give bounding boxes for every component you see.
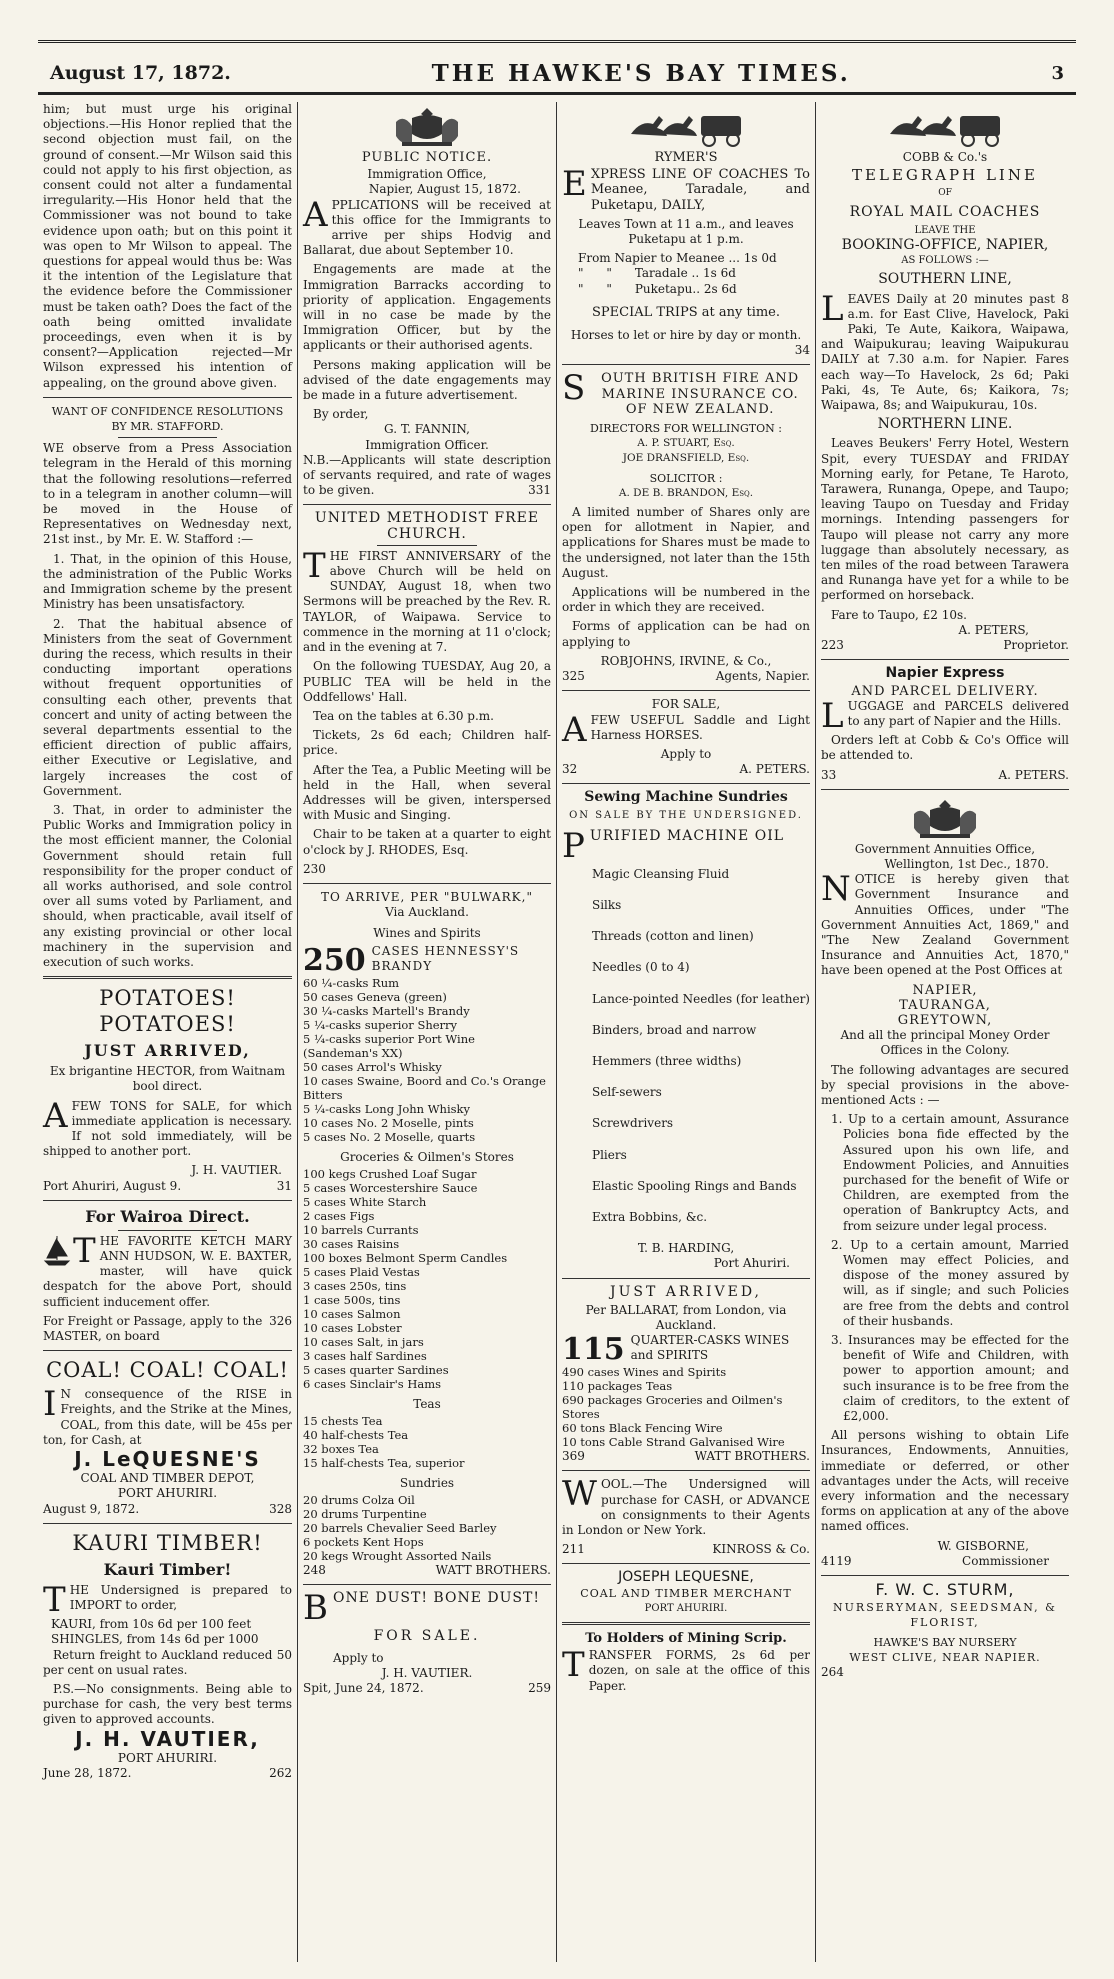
cobb-title: COBB & Co.'s	[902, 150, 988, 164]
ja-per: Per BALLARAT, from London, via Auckland.	[585, 1302, 787, 1332]
potatoes-signature: J. H. VAUTIER.	[191, 1163, 282, 1178]
list-item: 5 ¼-casks superior Port Wine (Sandeman's XX)	[303, 1031, 475, 1060]
list-item: Magic Cleansing Fluid	[592, 866, 730, 881]
coal-place: PORT AHURIRI.	[117, 1486, 218, 1501]
cobb-signature: A. PETERS,	[958, 622, 1029, 637]
list-item: 5 ¼-casks superior Sherry	[303, 1017, 458, 1032]
rymer-leaves: Leaves Town at 11 a.m., and leaves Puketapu at 1 p.m.	[578, 216, 794, 247]
sb-signature: ROBJOHNS, IRVINE, & Co.,	[600, 653, 772, 668]
list-item: 100 kegs Crushed Loaf Sugar	[303, 1166, 477, 1181]
coal-title: COAL! COAL! COAL!	[46, 1358, 289, 1383]
fw-place: WEST CLIVE, NEAR NAPIER.	[849, 1650, 1041, 1664]
ga-signature: W. GISBORNE,	[937, 1538, 1029, 1553]
kauri-place: PORT AHURIRI.	[117, 1750, 218, 1765]
ne-title: Napier Express	[885, 665, 1005, 682]
list-item: 20 barrels Chevalier Seed Barley	[303, 1521, 497, 1536]
forsale-title: FOR SALE,	[651, 697, 721, 712]
umf-body-6: Chair to be taken at a quarter to eight o'clock by J. RHODES, Esq.	[303, 827, 551, 857]
pn-nb: N.B.—Applicants will state description of servants required, and rate of wages to be given. 331	[303, 452, 551, 498]
ga-and: And all the principal Money Order Offices in the Colony.	[840, 1028, 1050, 1058]
potatoes-arrived: JUST ARRIVED,	[84, 1041, 251, 1061]
list-item: 2 cases Figs	[303, 1208, 375, 1223]
fw-number: 264	[821, 1665, 844, 1680]
arrive-section-sundries: Sundries	[399, 1475, 455, 1490]
list-item: 5 cases quarter Sardines	[303, 1362, 449, 1377]
list-item: 10 barrels Currants	[303, 1222, 419, 1237]
column-4	[815, 102, 1074, 1962]
list-item: 20 drums Colza Oil	[303, 1493, 415, 1508]
list-item: 3 cases 250s, tins	[303, 1278, 407, 1293]
coach-icon	[880, 104, 1010, 148]
rymer-title: RYMER'S	[654, 150, 718, 165]
ne-body: LUGGAGE and PARCELS delivered to any part of Napier and the Hills.	[821, 695, 1069, 736]
kauri-title: KAURI TIMBER!	[72, 1530, 263, 1555]
list-item: 15 half-chests Tea, superior	[303, 1455, 465, 1470]
column-3	[556, 102, 815, 1962]
wairoa-title: For Wairoa Direct.	[85, 1206, 250, 1226]
list-item: 30 ¼-casks Martell's Brandy	[303, 1003, 470, 1018]
wc-resolution-1: 1. That, in the opinion of this House, the administration of the Public Works and Immigration scheme by the present Ministry has been unsatisfactory.	[43, 551, 292, 612]
umf-title: UNITED METHODIST FREE CHURCH.	[314, 510, 540, 542]
ga-town-2: TAURANGA,	[899, 997, 991, 1013]
list-item: Extra Bobbins, &c.	[592, 1209, 708, 1224]
list-item: 1 case 500s, tins	[303, 1292, 401, 1307]
wc-heading: WANT OF CONFIDENCE RESOLUTIONS BY MR. STAFFORD.	[51, 404, 284, 434]
arrive-groceries-list	[303, 1167, 551, 1391]
newspaper-title: THE HAWKE'S BAY TIMES.	[431, 59, 851, 87]
ne-orders: Orders left at Cobb & Co's Office will be attended to.	[821, 733, 1069, 763]
wairoa-footer: For Freight or Passage, apply to the MASTER, on board 326	[43, 1313, 292, 1344]
list-item: 10 cases No. 2 Moselle, pints	[303, 1115, 474, 1130]
kauri-ps: P.S.—No consignments. Being able to purchase for cash, the very best terms given to approved accounts.	[43, 1682, 292, 1727]
sb-solicitor: SOLICITOR :	[649, 471, 723, 485]
arrive-via: Via Auckland.	[385, 905, 469, 920]
ga-office: Government Annuities Office,	[854, 841, 1036, 856]
rymer-special: SPECIAL TRIPS at any time.	[592, 304, 780, 320]
wc-intro: WE observe from a Press Association telegram in the Herald of this morning that the following resolutions—referred to in a telegram in another column—will be moved in the House of Representatives on Wednesday next, 21st inst., by Mr. E. W. Stafford :—	[43, 441, 292, 547]
sb-body-2: Applications will be numbered in the order in which they are received.	[562, 585, 810, 615]
list-item: Hemmers (three widths)	[592, 1053, 742, 1068]
list-item: 50 cases Arrol's Whisky	[303, 1059, 442, 1074]
list-item: 6 pockets Kent Hops	[303, 1535, 424, 1550]
list-item: 32 boxes Tea	[303, 1441, 379, 1456]
pn-signature: G. T. FANNIN,	[384, 422, 470, 437]
ga-footer: 4119 Commissioner	[821, 1553, 1049, 1568]
ga-town-3: GREYTOWN,	[897, 1012, 993, 1028]
list-item: 5 cases White Starch	[303, 1194, 427, 1209]
list-item: Self-sewers	[592, 1085, 662, 1100]
pn-title: PUBLIC NOTICE.	[361, 150, 493, 165]
potatoes-body: AFEW TONS for SALE, for which immediate application is necessary. If not sold immediately, will be shipped to another port.	[43, 1095, 292, 1159]
masthead	[50, 58, 1064, 88]
pn-body-3: Persons making application will be advised of the date engagements may be made in a future advertisement.	[303, 357, 551, 403]
bone-signature: J. H. VAUTIER.	[381, 1665, 473, 1680]
bone-apply: Apply to	[333, 1650, 384, 1665]
sb-director-1: A. P. STUART, Esq.	[637, 437, 735, 450]
ga-body: NOTICE is hereby given that Government Insurance and Annuities Offices, under "The Government Annuities Act, 1869," and "The New Zealand Government Insurance and Annuities Act, 1870," have been opened at the Post Offices at	[821, 869, 1069, 978]
list-item: 10 cases Swaine, Boord and Co.'s Orange Bitters	[303, 1073, 546, 1102]
ga-town-1: NAPIER,	[912, 982, 978, 998]
coach-icon	[621, 104, 751, 148]
forsale-body: AFEW USEFUL Saddle and Light Harness HORSES.	[562, 709, 810, 750]
list-item: 20 drums Turpentine	[303, 1507, 427, 1522]
cobb-northern-body: Leaves Beukers' Ferry Hotel, Western Spit, every TUESDAY and FRIDAY Morning early, for Petane, Te Haroto, Tarawera, Runanga, Opepe, and Taupo; leaving Taupo on Tuesday and Friday mornings. Intending passengers for Taupo will please not carry any more luggage than absolutely necessary, as ten miles of the road between Tarawera and Runanga have yet for a while to be performed on horseback.	[821, 436, 1069, 603]
list-item: Pliers	[592, 1147, 627, 1162]
list-item: 490 cases Wines and Spirits	[562, 1365, 727, 1380]
bone-sale: FOR SALE.	[373, 1628, 481, 1645]
list-item: Binders, broad and narrow	[592, 1022, 757, 1037]
list-item: 20 kegs Wrought Assorted Nails	[303, 1549, 492, 1564]
cobb-telegraph: TELEGRAPH LINE	[852, 166, 1038, 185]
royal-crest-icon	[900, 796, 990, 840]
list-item: 60 tons Black Fencing Wire	[562, 1421, 723, 1436]
wairoa-body: THE FAVORITE KETCH MARY ANN HUDSON, W. E. BAXTER, master, will have quick despatch for the above Port, should sufficient inducement offer.	[43, 1230, 292, 1309]
sb-solicitor-1: A. DE B. BRANDON, Esq.	[618, 486, 754, 499]
issue-date: August 17, 1872.	[50, 62, 231, 84]
arrive-section-groceries: Groceries & Oilmen's Stores	[340, 1149, 514, 1164]
arrive-title: TO ARRIVE, PER "BULWARK,"	[321, 889, 533, 904]
umf-body-1: THE FIRST ANNIVERSARY of the above Church will be held on SUNDAY, August 18, when two Sermons will be preached by the Rev. R. TAYLOR, of Waipawa. Service to commence in the morning at 11 o'clock; and in the evening at 7.	[303, 545, 551, 655]
page-number: 3	[1051, 62, 1064, 84]
pn-role: Immigration Officer.	[365, 437, 489, 452]
rymer-fare-2: " " Taradale .. 1s 6d	[578, 266, 736, 281]
forsale-apply: Apply to	[660, 746, 712, 761]
potatoes-from: Ex brigantine HECTOR, from Waitnam bool direct.	[49, 1064, 286, 1094]
sb-body-3: Forms of application can be had on applying to	[562, 619, 810, 649]
mining-title: To Holders of Mining Scrip.	[585, 1631, 787, 1646]
cobb-office: BOOKING-OFFICE, NAPIER,	[841, 237, 1049, 254]
wc-resolution-3: 3. That, in order to administer the Public Works and Immigration policy in the most efficient manner, the Colonial Government should retain full responsibility for the proper conduct of all works authorised, and sole control over all sums voted by Parliament, and should, when practicable, avail itself of any existing provincial or other local machinery in the supervision and execution of such works.	[43, 802, 292, 969]
ne-footer: 33 A. PETERS.	[821, 767, 1069, 782]
list-item: Lance-pointed Needles (for leather)	[592, 991, 810, 1006]
potatoes-title: POTATOES! POTATOES!	[99, 986, 236, 1037]
kauri-footer: June 28, 1872. 262	[43, 1766, 292, 1781]
article-continuation: him; but must urge his original objections.—His Honor replied that the second objection must fail, on the ground of consent.—Mr Wilson said this could not apply to his first objection, as consent could not alter a fundamental irregularity.—His Honor held that the Commissioner was not bound to take evidence upon oath; but on this point it was open to Mr Wilson to appeal. The questions for appeal would thus be: Was it the intention of the Legislature that the evidence before the Commissioner must be taken oath? Does the fact of the oath being omitted invalidate proceedings, even when it is by consent?—Application rejected—Mr Wilson expressed his intention of appealing, on the ground above given.	[43, 102, 292, 390]
list-item: 60 ¼-casks Rum	[303, 975, 400, 990]
sewing-signature: T. B. HARDING,	[637, 1241, 735, 1256]
ja-list	[562, 1365, 810, 1449]
cobb-southern: SOUTHERN LINE,	[878, 271, 1012, 288]
sb-directors: DIRECTORS FOR WELLINGTON :	[590, 422, 782, 436]
royal-crest-icon	[382, 104, 472, 148]
kauri-return: Return freight to Auckland reduced 50 per cent on usual rates.	[43, 1647, 292, 1677]
list-item: Needles (0 to 4)	[592, 960, 690, 975]
wc-resolution-2: 2. That the habitual absence of Ministers from the seat of Government during the recess, which results in their conducting important operations without frequent opportunities of consulting each other, prevents that concert and unity of acting between the several departments essential to the efficient direction of public affairs, either Executive or Legislative, and largely increases the cost of Government.	[43, 616, 292, 798]
kauri-body: THE Undersigned is prepared to IMPORT to order,	[43, 1579, 292, 1620]
list-item: 5 cases Worcestershire Sauce	[303, 1180, 478, 1195]
kauri-subtitle: Kauri Timber!	[103, 1559, 232, 1579]
list-item: 40 half-chests Tea	[303, 1427, 409, 1442]
column-2	[297, 102, 556, 1962]
pn-body-2: Engagements are made at the Immigration Barracks according to priority of application. Engagements will in no case be made by the Immigration Officer, but by the applicants or their authorised agents.	[303, 262, 551, 353]
cobb-fare: Fare to Taupo, £2 10s.	[831, 607, 967, 622]
sewing-list	[562, 867, 810, 1225]
umf-number: 230	[303, 861, 326, 876]
list-item: 6 cases Sinclair's Hams	[303, 1376, 442, 1391]
jl-title: JOSEPH LEQUESNE,	[618, 1569, 754, 1586]
list-item: 5 cases No. 2 Moselle, quarts	[303, 1129, 476, 1144]
list-item: 110 packages Teas	[562, 1379, 673, 1394]
sb-body-1: A limited number of Shares only are open for allotment in Napier, and applications for Shares must be made to the undersigned, not later than the 15th August.	[562, 505, 810, 580]
cobb-footer: 223 Proprietor.	[821, 638, 1069, 653]
sb-director-2: JOE DRANSFIELD, Esq.	[622, 452, 750, 465]
list-item: Elastic Spooling Rings and Bands	[592, 1178, 797, 1193]
rymer-body: EXPRESS LINE OF COACHES To Meanee, Taradale, and Puketapu, DAILY,	[562, 164, 810, 213]
sewing-place: Port Ahuriri.	[713, 1256, 790, 1271]
potatoes-footer: Port Ahuriri, August 9. 31	[43, 1178, 292, 1193]
sewing-title: Sewing Machine Sundries	[584, 789, 788, 806]
rymer-number: 34	[794, 343, 810, 358]
ga-point-3: 3. Insurances may be effected for the benefit of Wife and Children, with power to apportion amount; and such insurance is to be free from the claim of creditors, to the extent of £2,000.	[831, 1333, 1069, 1424]
jl-subtitle: COAL AND TIMBER MERCHANT	[580, 1586, 792, 1600]
mining-body: TRANSFER FORMS, 2s 6d per dozen, on sale at the office of this Paper.	[562, 1645, 810, 1693]
bone-footer: Spit, June 24, 1872. 259	[303, 1680, 551, 1695]
cobb-of: OF	[938, 188, 952, 199]
arrive-section-wines: Wines and Spirits	[373, 926, 481, 941]
umf-body-2: On the following TUESDAY, Aug 20, a PUBLIC TEA will be held in the Oddfellows' Hall.	[303, 659, 551, 704]
pn-byorder: By order,	[313, 407, 369, 422]
jl-place: PORT AHURIRI.	[644, 1602, 728, 1614]
column-1	[38, 102, 297, 1962]
list-item: 50 cases Geneva (green)	[303, 989, 447, 1004]
arrive-wines-list	[303, 976, 551, 1144]
list-item: 10 tons Cable Strand Galvanised Wire	[562, 1435, 785, 1450]
cobb-leave: LEAVE THE	[914, 224, 976, 236]
umf-body-3: Tea on the tables at 6.30 p.m.	[313, 708, 494, 723]
coal-footer: August 9, 1872. 328	[43, 1501, 292, 1516]
list-item: 5 cases Plaid Vestas	[303, 1264, 420, 1279]
list-item: Threads (cotton and linen)	[592, 929, 754, 944]
cobb-southern-body: LEAVES Daily at 20 minutes past 8 a.m. for East Clive, Havelock, Paki Paki, Te Aute, Kaikora, Waipawa, and Waipukurau; leaving Waipukurau DAILY at 7.30 a.m. for Napier. Fares each way—To Havelock, 2s 6d; Paki Paki, 4s, Te Aute, 6s; Kaikora, 7s; Waipawa, 8s; and Waipukurau, 10s.	[821, 288, 1069, 413]
ga-all: All persons wishing to obtain Life Insurances, Endowments, Annuities, immediate or deferred, or other advantages under the Acts, will receive every information and the necessary forms on application at any of the above named offices.	[821, 1428, 1069, 1534]
fw-nursery: HAWKE'S BAY NURSERY	[873, 1635, 1017, 1649]
top-rule	[38, 40, 1076, 43]
ga-point-2: 2. Up to a certain amount, Married Women may effect Policies, and dispose of the money assured by will, as if single; and such Policies are free from the debts and control of their husbands.	[831, 1237, 1069, 1328]
arrive-section-teas: Teas	[413, 1396, 441, 1411]
pn-date: Napier, August 15, 1872.	[368, 182, 521, 197]
ga-date: Wellington, 1st Dec., 1870.	[884, 856, 1049, 871]
kauri-merchant-name: J. H. VAUTIER,	[75, 1726, 260, 1751]
bone-title: BONE DUST! BONE DUST!	[303, 1588, 540, 1629]
list-item: 10 cases Salt, in jars	[303, 1334, 424, 1349]
umf-body-4: Tickets, 2s 6d each; Children half-price.	[303, 728, 551, 758]
list-item: 30 cases Raisins	[303, 1236, 400, 1251]
ja-footer: 369 WATT BROTHERS.	[562, 1449, 810, 1464]
columns	[38, 102, 1076, 1962]
ja-wines: 115 QUARTER-CASKS WINES and SPIRITS	[562, 1333, 790, 1366]
sb-title: S OUTH BRITISH FIRE AND MARINE INSURANCE CO. OF NEW ZEALAND.	[562, 368, 800, 417]
wool-body: WOOL.—The Undersigned will purchase for CASH, or ADVANCE on consignments to their Agents in London or New York.	[562, 1474, 810, 1537]
fw-title: F. W. C. STURM,	[875, 1580, 1015, 1600]
arrive-sundries-list	[303, 1493, 551, 1563]
cobb-northern: NORTHERN LINE.	[877, 416, 1013, 433]
sb-footer: 325 Agents, Napier.	[562, 669, 810, 684]
ne-subtitle: AND PARCEL DELIVERY.	[851, 683, 1039, 699]
kauri-price-2: SHINGLES, from 14s 6d per 1000	[51, 1632, 259, 1647]
sewing-head: PURIFIED MACHINE OIL	[562, 828, 785, 861]
list-item: 3 cases half Sardines	[303, 1348, 427, 1363]
pn-office: Immigration Office,	[367, 167, 487, 182]
sewing-subtitle: ON SALE BY THE UNDERSIGNED.	[569, 809, 803, 821]
list-item: Silks	[592, 897, 622, 912]
coal-body: I N consequence of the RISE in Freights, and the Strike at the Mines, COAL, from this date, will be 45s per ton, for Cash, at	[43, 1384, 292, 1447]
coal-merchant-name: J. LeQUESNE'S	[74, 1447, 261, 1472]
list-item: 5 ¼-casks Long John Whisky	[303, 1101, 470, 1116]
arrive-footer: 248 WATT BROTHERS.	[303, 1563, 551, 1578]
rymer-horses: Horses to let or hire by day or month.	[570, 328, 802, 343]
cobb-royal-mail: ROYAL MAIL COACHES	[849, 203, 1041, 220]
ga-point-1: 1. Up to a certain amount, Assurance Policies bona fide effected by the Assured upon his own life, and Endowment Policies, and Annuities purchased for the benefit of Wife or Children, are exempted from the operation of Bankruptcy Acts, and from seizure under legal process.	[831, 1112, 1069, 1233]
arrive-brandy: 250 CASES HENNESSY'S BRANDY	[303, 943, 520, 976]
masthead-rule	[38, 92, 1076, 95]
coal-depot: COAL AND TIMBER DEPOT,	[80, 1471, 255, 1486]
list-item: 10 cases Salmon	[303, 1306, 401, 1321]
rymer-fare-1: From Napier to Meanee ... 1s 0d	[578, 251, 777, 266]
fw-subtitle: NURSERYMAN, SEEDSMAN, & FLORIST,	[833, 1601, 1057, 1630]
wool-footer: 211 KINROSS & Co.	[562, 1542, 810, 1557]
list-item: 10 cases Lobster	[303, 1320, 402, 1335]
umf-body-5: After the Tea, a Public Meeting will be held in the Hall, when several Addresses will be given, interspersed with Music and Singing.	[303, 762, 551, 823]
forsale-footer: 32 A. PETERS.	[562, 762, 810, 777]
ketch-icon	[43, 1234, 71, 1268]
ja-title: JUST ARRIVED,	[609, 1283, 763, 1300]
arrive-teas-list	[303, 1414, 551, 1470]
rymer-fare-3: " " Puketapu.. 2s 6d	[578, 281, 737, 296]
pn-body-1: APPLICATIONS will be received at this office for the Immigrants to arrive per ships Hodvig and Ballarat, due about September 10.	[303, 194, 551, 258]
list-item: 15 chests Tea	[303, 1413, 383, 1428]
list-item: 100 boxes Belmont Sperm Candles	[303, 1250, 508, 1265]
list-item: Screwdrivers	[592, 1116, 674, 1131]
ga-advantages: The following advantages are secured by special provisions in the above-mentioned Acts : —	[821, 1062, 1069, 1107]
cobb-follows: AS FOLLOWS :—	[901, 255, 989, 267]
kauri-price-1: KAURI, from 10s 6d per 100 feet	[51, 1617, 252, 1632]
list-item: 690 packages Groceries and Oilmen's Stores	[562, 1393, 783, 1422]
